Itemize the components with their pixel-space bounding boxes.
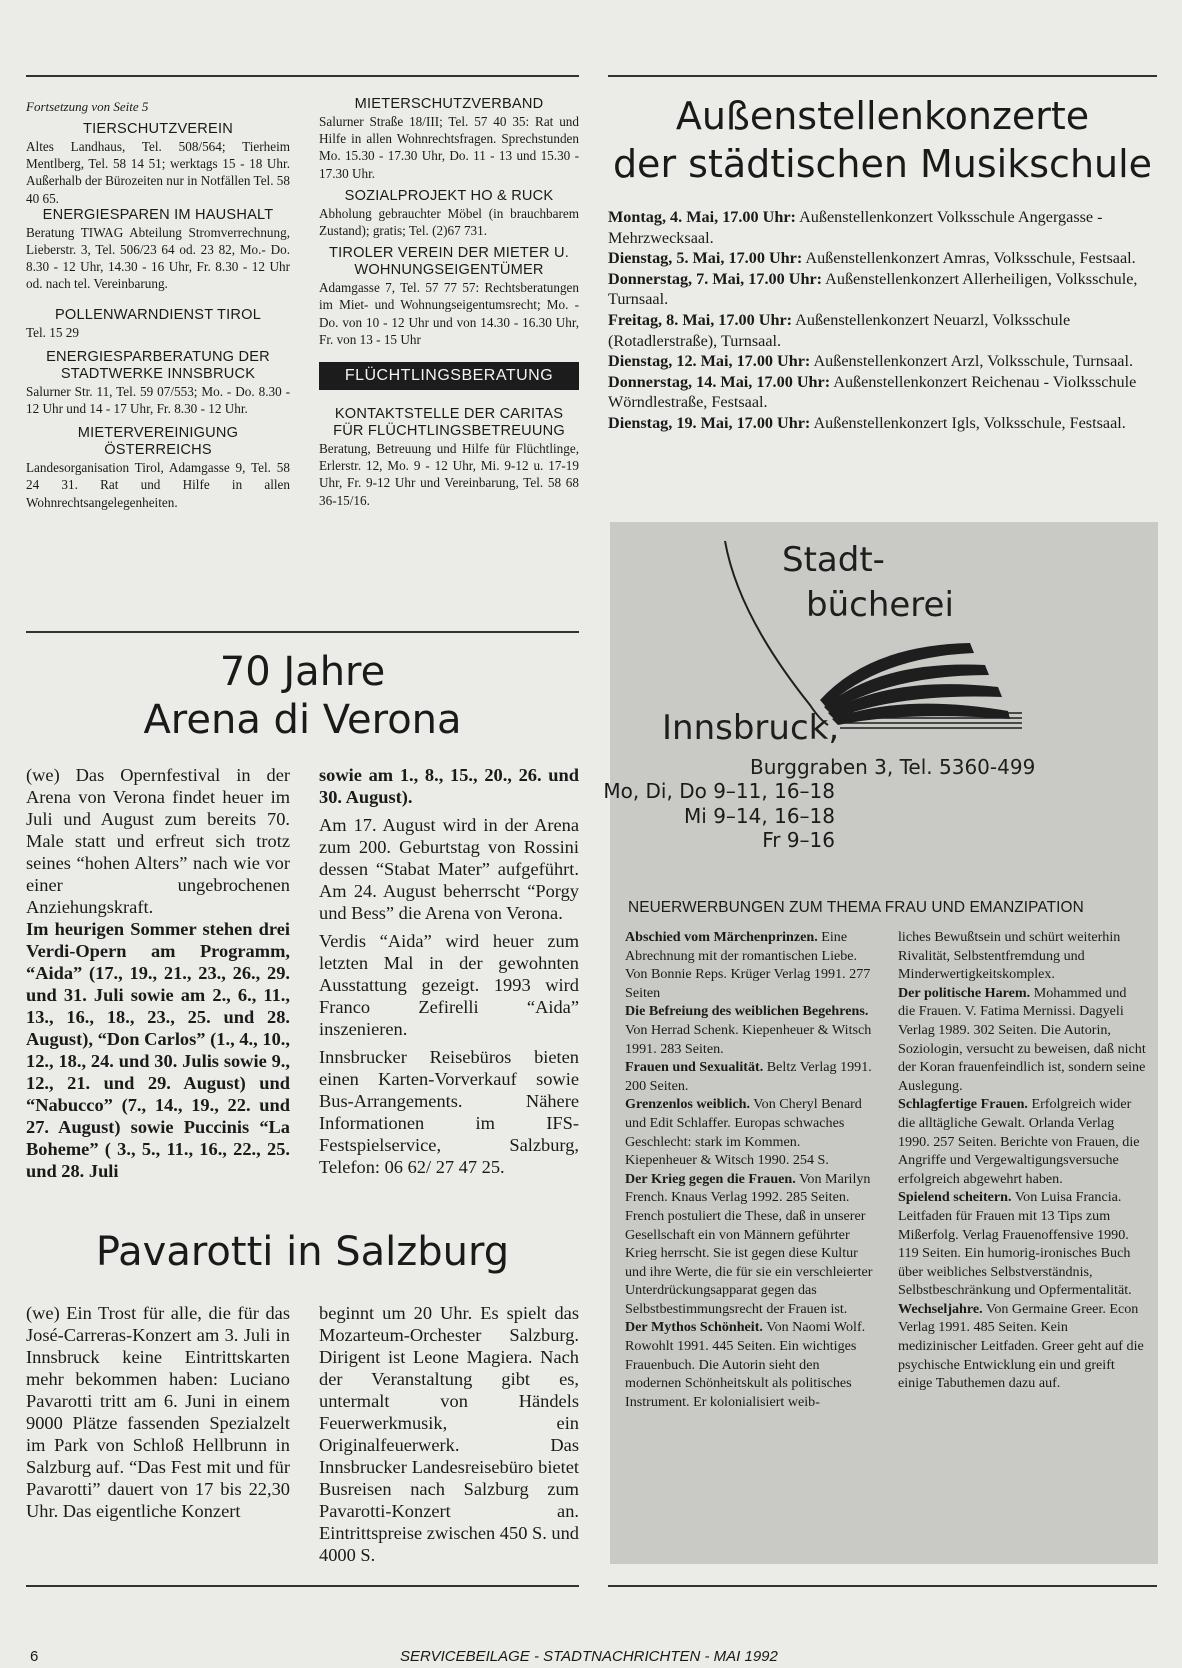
book-title: Der politische Harem. bbox=[898, 984, 1031, 1001]
concert-date: Donnerstag, 14. Mai, 17.00 Uhr: bbox=[608, 372, 831, 391]
concert-date: Dienstag, 19. Mai, 17.00 Uhr: bbox=[608, 413, 811, 432]
logo-line-buecherei: bücherei bbox=[806, 585, 954, 625]
page-number: 6 bbox=[30, 1648, 39, 1665]
book-text: Beltz Verlag 1991. 200 Seiten. bbox=[625, 1059, 872, 1094]
entry-heading: ENERGIESPAREN IM HAUSHALT bbox=[42, 206, 274, 223]
pavarotti-col-1 bbox=[26, 1302, 290, 1522]
book-entry bbox=[898, 1095, 1146, 1188]
book-text: Von Marilyn French. Knaus Verlag 1992. 285 Seiten. French postuliert die These, daß in unserer Gesellschaft ein von Männern geführter Krieg herrscht. Sie ist gegen diese Kultur und ihre Werte, die für sie ein verschleierter Unterdrückungsapparat gegen das Selbstbestimmungsrecht der Frauen ist. bbox=[625, 1170, 873, 1317]
book-title: Spielend scheitern. bbox=[898, 1189, 1012, 1206]
logo-city: Innsbruck, bbox=[662, 708, 840, 748]
book-title: Die Befreiung des weiblichen Begehrens. bbox=[625, 1003, 869, 1020]
concert-item bbox=[608, 310, 1154, 351]
concert-item bbox=[608, 413, 1154, 434]
book-text: Mohammed und die Frauen. V. Fatima Mernissi. Dagyeli Verlag 1989. 302 Seiten. Die Autorin, Soziologin, versucht zu beweisen, daß nicht der Koran frauenfeindlich ist, sondern seine Auslegung. bbox=[898, 984, 1146, 1094]
book-text: Von Luisa Francia. Leitfaden für Frauen mit 13 Tips zum Mißerfolg. Verlag Frauenoffensive 1990. 119 Seiten. Ein humorig-ironisches Buch über weibliches Selbstverständnis, Selbstbeschränkung und Opfermentalität. bbox=[898, 1189, 1132, 1299]
book-title: Schlagfertige Frauen. bbox=[898, 1096, 1028, 1113]
book-text: Eine Abrechnung mit der romantischen Liebe. Von Bonnie Reps. Krüger Verlag 1991. 277 Seiten bbox=[625, 929, 871, 1001]
verona-paragraph: Innsbrucker Reisebüros bieten einen Karten-Vorverkauf sowie Bus-Arrangements. Nähere Informationen im IFS-Festspielservice, Salzburg, Telefon: 06 62/ 27 47 25. bbox=[319, 1047, 579, 1177]
service-entry bbox=[319, 245, 579, 348]
book-entry bbox=[898, 984, 1146, 1096]
verona-paragraph: Verdis “Aida” wird heuer zum letzten Mal in der gewohnten Ausstattung gezeigt. 1993 wird Franco Zefirelli “Aida” inszenieren. bbox=[319, 931, 579, 1039]
hours-line: Mi 9–14, 16–18 bbox=[684, 803, 835, 828]
book-text: Von Germaine Greer. Econ Verlag 1991. 485 Seiten. Kein medizinischer Leitfaden. Greer geht auf die psychische Entwicklung ein und greift einige Tabuthemen dazu auf. bbox=[898, 1300, 1144, 1392]
concerts-title-line2: der städtischen Musikschule bbox=[612, 142, 1153, 186]
concert-item bbox=[608, 372, 1154, 413]
service-entry bbox=[26, 425, 290, 511]
bottom-rule-right bbox=[608, 1585, 1157, 1587]
service-entry bbox=[319, 406, 579, 509]
library-address: Burggraben 3, Tel. 5360-499 bbox=[750, 755, 1036, 779]
entry-heading: KONTAKTSTELLE DER CARITAS FÜR FLÜCHTLINGSBETREUUNG bbox=[333, 406, 565, 440]
service-entry bbox=[26, 207, 290, 293]
service-entry bbox=[26, 349, 290, 417]
verona-dates-cont: sowie am 1., 8., 15., 20., 26. und 30. August). bbox=[319, 765, 579, 807]
library-hours bbox=[603, 779, 835, 853]
entry-text: Landesorganisation Tirol, Adamgasse 9, Tel. 58 24 31. Rat und Hilfe in allen Wohnrechtsangelegenheiten. bbox=[26, 460, 290, 510]
book-title: Der Mythos Schönheit. bbox=[625, 1319, 763, 1336]
entry-heading: POLLENWARNDIENST TIROL bbox=[54, 306, 262, 323]
book-title: Abschied vom Märchenprinzen. bbox=[625, 929, 818, 945]
concerts-title-line1: Außenstellenkonzerte bbox=[675, 94, 1090, 138]
refugee-banner: FLÜCHTLINGSBERATUNG bbox=[319, 362, 579, 390]
service-entry bbox=[319, 96, 579, 182]
entry-heading: MIETERSCHUTZVERBAND bbox=[354, 96, 544, 112]
entry-text: Beratung TIWAG Abteilung Stromverrechnung, Lieberstr. 3, Tel. 506/23 64 od. 23 82, Mo.- Do. 8.30 - 12 Uhr, 14.30 - 16 Uhr, Fr. 8.30 - 12 Uhr od. nach tel. Vereinbarung. bbox=[26, 224, 290, 292]
top-rule-left bbox=[26, 75, 579, 77]
concert-item bbox=[608, 351, 1154, 372]
verona-paragraph: Am 17. August wird in der Arena zum 200. Geburtstag von Rossini dessen “Stabat Mater” aufgeführt. Am 24. August beherrscht “Porgy und Bess” die Arena von Verona. bbox=[319, 815, 579, 923]
entry-text: Adamgasse 7, Tel. 57 77 57: Rechtsberatungen im Miet- und Wohnungseigentumsrecht; Mo. - Do. von 10 - 12 Uhr und von 14.30 - 16.30 Uhr, Fr. von 13 - 15 Uhr bbox=[319, 280, 579, 347]
hours-line: Mo, Di, Do 9–11, 16–18 bbox=[603, 779, 835, 803]
concert-text: Außenstellenkonzert Neuarzl, Volksschule (Rotadlerstraße), Turnsaal. bbox=[608, 310, 1071, 350]
hours-line: Fr 9–16 bbox=[762, 828, 835, 852]
concert-text: Außenstellenkonzert Volksschule Angergasse - Mehrzwecksaal. bbox=[608, 208, 1103, 247]
entry-text: Altes Landhaus, Tel. 508/564; Tierheim Mentlberg, Tel. 58 14 51; werktags 15 - 18 Uhr. Außerhalb der Bürozeiten nur in Notfällen Tel. 58 40 65. bbox=[26, 139, 290, 206]
verona-title-line2: Arena di Verona bbox=[143, 697, 462, 743]
concert-date: Dienstag, 12. Mai, 17.00 Uhr: bbox=[608, 352, 811, 371]
entry-heading: SOZIALPROJEKT HO & RUCK bbox=[344, 187, 554, 204]
verona-title-line1: 70 Jahre bbox=[219, 649, 386, 695]
concert-text: Außenstellenkonzert Allerheiligen, Volksschule, Turnsaal. bbox=[608, 269, 1138, 309]
concert-date: Montag, 4. Mai, 17.00 Uhr: bbox=[608, 208, 796, 226]
verona-intro: (we) Das Opernfestival in der Arena von Verona findet heuer im Juli und August zum bereits 70. Male statt und erfreut sich trotz seines “hohen Alters” nach wie vor einer ungebrochenen Anziehungskraft. bbox=[26, 765, 290, 917]
concert-date: Freitag, 8. Mai, 17.00 Uhr: bbox=[608, 310, 793, 329]
concert-text: Außenstellenkonzert Reichenau - Violksschule Wörndlestraße, Festsaal. bbox=[608, 372, 1137, 412]
book-entry bbox=[625, 1095, 873, 1169]
concert-text: Außenstellenkonzert Arzl, Volksschule, Turnsaal. bbox=[810, 352, 1133, 371]
footer-publication: SERVICEBEILAGE - STADTNACHRICHTEN - MAI 1992 bbox=[400, 1648, 778, 1665]
verona-title bbox=[26, 648, 579, 744]
book-entry bbox=[625, 928, 873, 1002]
concerts-title bbox=[608, 92, 1157, 188]
concert-item bbox=[608, 269, 1154, 310]
service-entry bbox=[319, 188, 579, 239]
book-entry bbox=[898, 1188, 1146, 1300]
book-text: Erfolgreich wider die alltägliche Gewalt. Orlanda Verlag 1990. 257 Seiten. Berichte von Frauen, die Angriffe und Vergewaltigungsversuche erfolgreich abgewehrt haben. bbox=[898, 1096, 1140, 1187]
concert-text: Außenstellenkonzert Igls, Volksschule, Festsaal. bbox=[810, 413, 1126, 432]
entry-heading: ENERGIESPARBERATUNG DER STADTWERKE INNSBRUCK bbox=[46, 348, 270, 382]
service-entry bbox=[26, 121, 290, 207]
pavarotti-title: Pavarotti in Salzburg bbox=[95, 1229, 510, 1275]
concert-item bbox=[608, 207, 1154, 248]
entry-text: Salurner Str. 11, Tel. 59 07/553; Mo. - Do. 8.30 - 12 Uhr und 14 - 17 Uhr, Fr. 8.30 - 12 Uhr. bbox=[26, 383, 290, 417]
pavarotti-text: beginnt um 20 Uhr. Es spielt das Mozarteum-Orchester Salzburg. Dirigent ist Leone Magiera. Nach der Veranstaltung gibt es, untermalt von Händels Feuerwerkmusik, ein Originalfeuerwerk. Das Innsbrucker Landesreisebüro bietet Busreisen nach Salzburg zum Pavarotti-Konzert an. Eintrittspreise zwischen 450 S. und 4000 S. bbox=[319, 1303, 579, 1565]
entry-heading: TIROLER VEREIN DER MIETER U. WOHNUNGSEIGENTÜMER bbox=[329, 245, 569, 279]
continuation-note: Fortsetzung von Seite 5 bbox=[26, 99, 149, 114]
book-entry bbox=[898, 1300, 1146, 1393]
book-entry bbox=[625, 1002, 873, 1058]
book-title: Wechseljahre. bbox=[898, 1300, 983, 1317]
entry-text: Beratung, Betreuung und Hilfe für Flüchtlinge, Erlerstr. 12, Mo. 9 - 12 Uhr, Mi. 9-12 u. 17-19 Uhr, Fr. 9-12 Uhr und Vereinbarung, Tel. 58 68 36-15/16. bbox=[319, 441, 579, 508]
book-text: liches Bewußtsein und schürt weiterhin Rivalität, Selbstentfremdung und Minderwertigkeitskomplex. bbox=[898, 929, 1121, 983]
entry-text: Tel. 15 29 bbox=[26, 324, 79, 340]
pavarotti-col-2 bbox=[319, 1302, 579, 1566]
books-col-right bbox=[898, 928, 1146, 1393]
entry-text: Salurner Straße 18/III; Tel. 57 40 35: Rat und Hilfe in allen Wohnrechtsfragen. Sprechstunden Mo. 15.30 - 17.30 Uhr, Do. 11 - 13 und 15.30 - 17.30 Uhr. bbox=[319, 114, 579, 181]
service-entry bbox=[26, 307, 290, 341]
verona-col-2 bbox=[319, 764, 579, 1184]
bottom-rule-left bbox=[26, 1585, 579, 1587]
book-entry bbox=[625, 1170, 873, 1319]
concert-item bbox=[608, 248, 1154, 269]
logo-line-stadt: Stadt- bbox=[782, 540, 885, 580]
concert-list bbox=[608, 207, 1154, 434]
concert-text: Außenstellenkonzert Amras, Volksschule, Festsaal. bbox=[802, 249, 1136, 268]
book-title: Grenzenlos weiblich. bbox=[625, 1096, 751, 1113]
service-col-left bbox=[26, 98, 290, 511]
entry-text: Abholung gebrauchter Möbel (in brauchbarem Zustand); gratis; Tel. (2)67 731. bbox=[319, 205, 579, 239]
new-acquisitions-heading: NEUERWERBUNGEN ZUM THEMA FRAU UND EMANZIPATION bbox=[628, 899, 1084, 916]
verona-col-1 bbox=[26, 764, 290, 1182]
top-rule-right bbox=[608, 75, 1157, 77]
service-col-middle bbox=[319, 96, 579, 509]
book-text: Von Naomi Wolf. Rowohlt 1991. 445 Seiten. Ein wichtiges Frauenbuch. Die Autorin sieht den modernen Schönheitskult als politisches Instrument. Er kolonialisiert weib- bbox=[625, 1319, 866, 1410]
book-text: Von Cheryl Benard und Edit Schlaffer. Europas schwaches Geschlecht: stark im Kommen. Kiepenheuer & Witsch 1990. 254 S. bbox=[625, 1096, 862, 1169]
pavarotti-text: (we) Ein Trost für alle, die für das José-Carreras-Konzert am 3. Juli in Innsbruck keine Eintrittskarten mehr bekommen haben: Luciano Pavarotti tritt am 6. Juni in einem 9000 Plätze fassenden Spezialzelt im Park von Schloß Hellbrunn in Salzburg auf. “Das Fest mit und für Pavarotti” dauert von 17 bis 22,30 Uhr. Das eigentliche Konzert bbox=[26, 1303, 290, 1521]
verona-program: Im heurigen Sommer stehen drei Verdi-Opern am Programm, “Aida” (17., 19., 21., 23., 26., 29. und 31. Juli sowie am 2., 6., 11., 13., 16., 18., 23., 25. und 28. August), “Don Carlos” (1., 4., 10., 12., 18., 24. und 30. Julis sowie 9., 12., 21. und 29. August) und “Nabucco” (7., 14., 19., 22. und 27. August) sowie Puccinis “La Boheme” ( 3., 5., 11., 16., 22., 25. und 28. Juli bbox=[26, 919, 290, 1181]
book-entry bbox=[625, 1318, 873, 1411]
books-col-left bbox=[625, 928, 873, 1411]
entry-heading: TIERSCHUTZVEREIN bbox=[83, 121, 233, 137]
concert-date: Dienstag, 5. Mai, 17.00 Uhr: bbox=[608, 249, 803, 268]
mid-rule-left bbox=[26, 631, 579, 633]
book-title: Der Krieg gegen die Frauen. bbox=[625, 1170, 796, 1187]
book-entry bbox=[625, 1058, 873, 1095]
book-entry bbox=[898, 928, 1146, 984]
concert-date: Donnerstag, 7. Mai, 17.00 Uhr: bbox=[608, 269, 823, 288]
book-title: Frauen und Sexualität. bbox=[625, 1059, 764, 1076]
book-text: Von Herrad Schenk. Kiepenheuer & Witsch 1991. 283 Seiten. bbox=[625, 1021, 872, 1057]
entry-heading: MIETERVEREINIGUNG ÖSTERREICHS bbox=[77, 425, 239, 459]
